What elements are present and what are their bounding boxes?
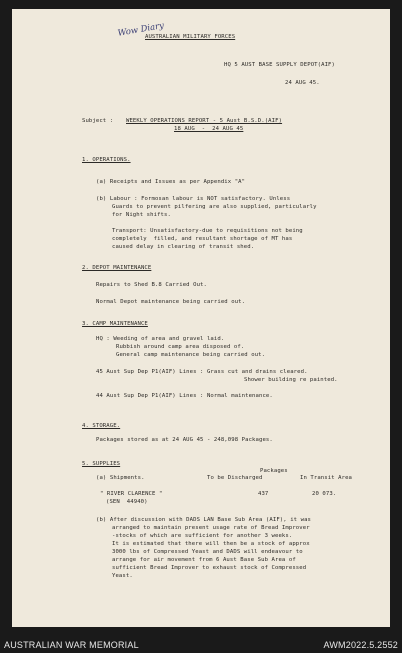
s2-line-2: Normal Depot maintenance being carried out. — [96, 299, 246, 305]
subject-label: Subject : — [82, 118, 114, 124]
s1-receipts: (a) Receipts and Issues as per Appendix "A" — [96, 179, 246, 185]
section-3-heading: 3. CAMP MAINTENANCE — [82, 321, 148, 327]
section-1-heading: 1. OPERATIONS. — [82, 157, 131, 163]
handwritten-note: Wow Diary — [117, 20, 165, 39]
s1-transport-1: Transport: Unsatisfactory-due to requisitions not being — [112, 228, 303, 234]
document-page — [12, 9, 390, 627]
s5-shipments-label: (a) Shipments. — [96, 475, 145, 481]
s3-45-lines-2: Shower building re painted. — [244, 377, 338, 383]
s5-b-line-5: 3000 lbs of Compressed Yeast and DADS will endeavour to — [112, 549, 303, 555]
section-4-heading: 4. STORAGE. — [82, 423, 121, 429]
s5-b-line-2: arranged to maintain present usage rate of Bread Improver — [112, 525, 310, 531]
footer-accession-id: AWM2022.5.2552 — [323, 640, 398, 650]
subject-title: WEEKLY OPERATIONS REPORT - 5 Aust B.S.D.(AIF) — [126, 118, 283, 124]
s5-b-line-8: Yeast. — [112, 573, 133, 579]
section-5-heading: 5. SUPPLIES — [82, 461, 121, 467]
s5-col-transit: In Transit Area — [300, 475, 353, 481]
archive-footer — [0, 639, 402, 653]
org-heading: AUSTRALIAN MILITARY FORCES — [145, 34, 236, 40]
s5-b-line-3: -stocks of which are sufficient for another 3 weeks. — [112, 533, 293, 539]
s3-45-lines-1: 45 Aust Sup Dep P1(AIF) Lines : Grass cut and drains cleared. — [96, 369, 308, 375]
s5-ship-name: " RIVER CLARENCE " — [100, 491, 163, 497]
report-date: 24 AUG 45. — [285, 80, 320, 86]
s3-hq-1: HQ : Weeding of area and gravel laid. — [96, 336, 225, 342]
s5-b-line-7: sufficient Bread Improver to exhaust stock of Compressed — [112, 565, 307, 571]
s1-transport-2: completely filled, and resultant shortage of MT has — [112, 236, 293, 242]
s5-b-line-6: arrange for air movement from 6 Aust Base Sub Area of — [112, 557, 296, 563]
footer-source: AUSTRALIAN WAR MEMORIAL — [4, 640, 139, 650]
s3-hq-3: General camp maintenance being carried out. — [116, 352, 266, 358]
s5-ship-transit: 20 073. — [312, 491, 337, 497]
s4-line-1: Packages stored as at 24 AUG 45 - 248,098 Packages. — [96, 437, 273, 443]
section-2-heading: 2. DEPOT MAINTENANCE — [82, 265, 152, 271]
s5-ship-discharged: 437 — [258, 491, 269, 497]
s5-b-line-1: (b) After discussion with DADS LAN Base Sub Area (AIF), it was — [96, 517, 311, 523]
subject-period: 18 AUG - 24 AUG 45 — [174, 126, 244, 132]
s5-col-packages: Packages — [260, 468, 288, 474]
s5-col-discharged: To be Discharged — [207, 475, 263, 481]
s3-hq-2: Rubbish around camp area disposed of. — [116, 344, 245, 350]
s5-ship-id: (SEN 44940) — [106, 499, 148, 505]
s1-labour-2: Guards to prevent pilfering are also supplied, particularly — [112, 204, 317, 210]
s1-labour-3: for Night shifts. — [112, 212, 171, 218]
s5-b-line-4: It is estimated that there will then be a stock of approx — [112, 541, 310, 547]
s3-44-lines: 44 Aust Sup Dep P1(AIF) Lines : Normal maintenance. — [96, 393, 273, 399]
s1-transport-3: caused delay in clearing of transit shed. — [112, 244, 255, 250]
s2-line-1: Repairs to Shed B.8 Carried Out. — [96, 282, 207, 288]
unit-line: HQ 5 AUST BASE SUPPLY DEPOT(AIF) — [224, 62, 335, 68]
s1-labour-1: (b) Labour : Formosan labour is NOT satisfactory. Unless — [96, 196, 291, 202]
